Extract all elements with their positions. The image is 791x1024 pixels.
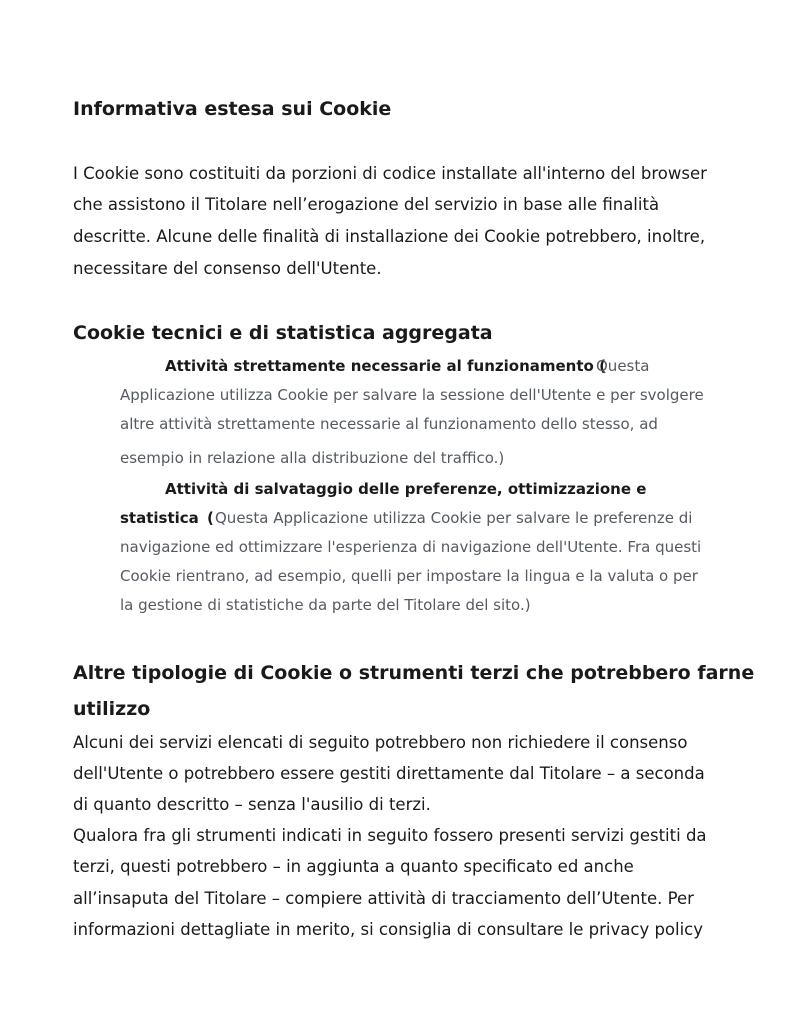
item-text: esempio in relazione alla distribuzione del traffico.) [120,449,505,467]
body-line: all’insaputa del Titolare – compiere attività di tracciamento dell’Utente. Per [73,889,694,908]
body-line: informazioni dettagliate in merito, si consiglia di consultare le privacy policy [73,920,704,939]
body-line: di quanto descritto – senza l'ausilio di terzi. [73,795,431,814]
section-heading-altre: Altre tipologie di Cookie o strumenti terzi che potrebbero farne [73,662,755,684]
intro-line: I Cookie sono costituiti da porzioni di codice installate all'interno del browser [73,164,707,183]
intro-line: descritte. Alcune delle finalità di installazione dei Cookie potrebbero, inoltre, [73,227,706,246]
intro-line: necessitare del consenso dell'Utente. [73,259,382,278]
item-text: navigazione ed ottimizzare l'esperienza di navigazione dell'Utente. Fra questi [120,538,702,556]
body-line: terzi, questi potrebbero – in aggiunta a quanto specificato ed anche [73,857,634,876]
item-text: altre attività strettamente necessarie al funzionamento dello stesso, ad [120,415,658,433]
section-heading-tecnici: Cookie tecnici e di statistica aggregata [73,322,493,344]
item-text: la gestione di statistiche da parte del Titolare del sito.) [120,596,531,614]
item-text: Cookie rientrano, ad esempio, quelli per impostare la lingua e la valuta o per [120,567,698,585]
body-line: Qualora fra gli strumenti indicati in seguito fossero presenti servizi gestiti da [73,826,707,845]
item-text: Questa [596,357,650,375]
item-label-statistica: statistica [120,509,199,527]
item-paren: ( [207,509,214,527]
item-text: Applicazione utilizza Cookie per salvare la sessione dell'Utente e per svolgere [120,386,704,404]
item-label-necessarie: Attività strettamente necessarie al funzionamento ( [165,357,606,375]
page-title: Informativa estesa sui Cookie [73,98,392,120]
section-heading-altre-cont: utilizzo [73,698,151,720]
body-line: Alcuni dei servizi elencati di seguito potrebbero non richiedere il consenso [73,733,688,752]
body-line: dell'Utente o potrebbero essere gestiti direttamente dal Titolare – a seconda [73,764,705,783]
item-text: Questa Applicazione utilizza Cookie per salvare le preferenze di [215,509,693,527]
intro-line: che assistono il Titolare nell’erogazione del servizio in base alle finalità [73,195,660,214]
item-label-preferenze: Attività di salvataggio delle preferenze, ottimizzazione e [165,480,647,498]
